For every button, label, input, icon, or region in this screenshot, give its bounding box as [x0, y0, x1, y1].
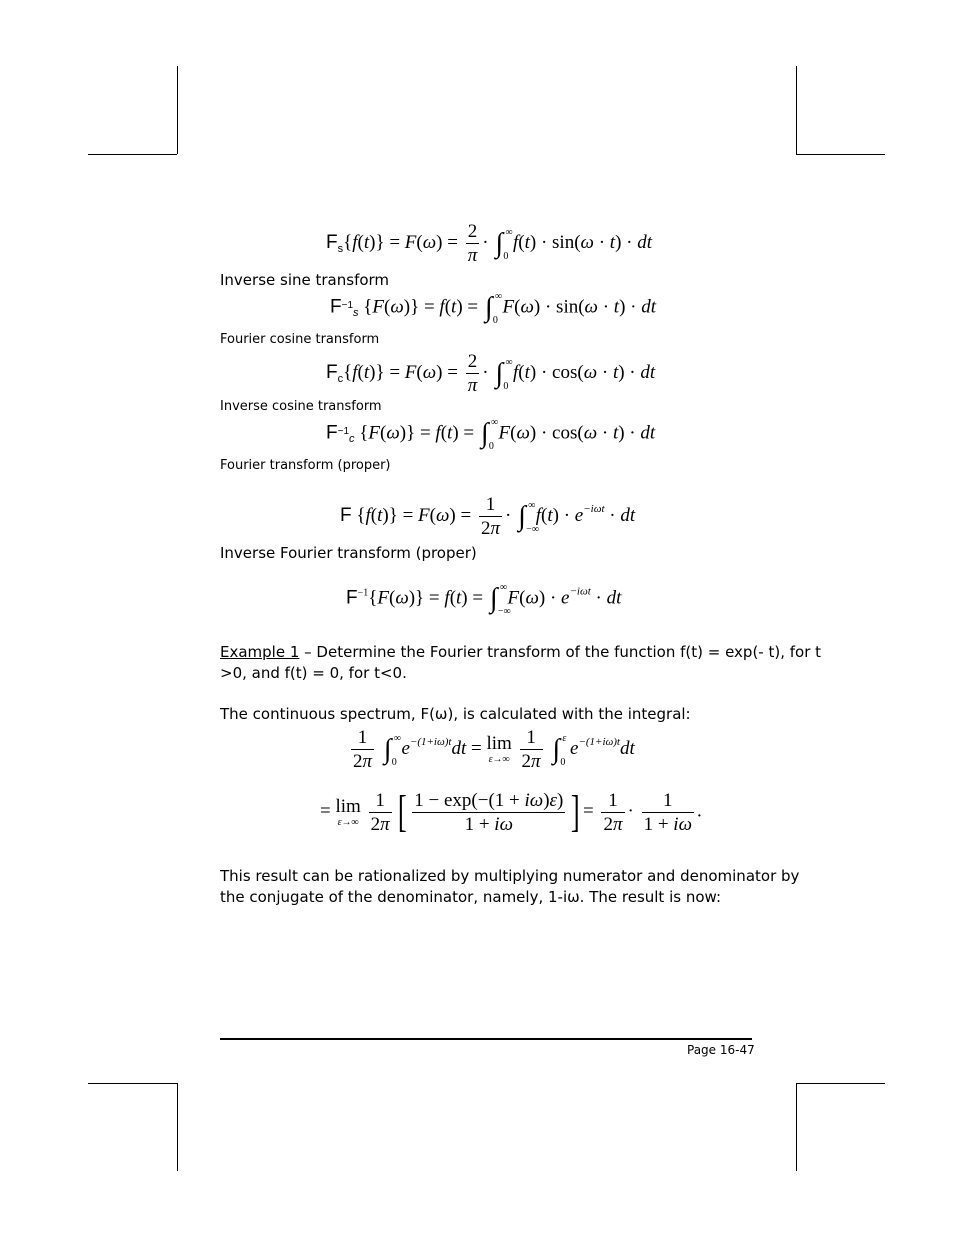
- equation-cosine-transform: $F_c\{f(t)\} = F(\omega)$ = $\frac{2}{\pi}$ · ∫ ∞ 0 f(t) · cos(ω · t) · dt: [326, 351, 656, 396]
- crop-mark: [88, 154, 177, 155]
- label-inverse-fourier: Inverse Fourier transform (proper): [220, 544, 477, 562]
- crop-mark: [177, 1083, 178, 1171]
- label-inverse-sine: Inverse sine transform: [220, 271, 390, 289]
- crop-mark: [177, 66, 178, 154]
- label-inverse-cosine: Inverse cosine transform: [220, 399, 382, 414]
- equation-inverse-fourier: $F^{-1}\{F(\omega)\} = f(t)$ = ∫ ∞ −∞ $F(\omega) \cdot e^{-i\omega t}$ · dt: [346, 582, 622, 617]
- equation-inverse-cosine: $F_{-1c}$ {F(ω)} = f(t) = ∫ ∞ 0 F(ω) · cos(ω · t) · dt: [326, 417, 656, 452]
- crop-mark: [796, 1083, 885, 1084]
- label-fourier-cosine: Fourier cosine transform: [220, 332, 380, 347]
- example-text-line1: – Determine the Fourier transform of the function f(t) = exp(- t), for t: [299, 643, 822, 661]
- crop-mark: [796, 1083, 797, 1171]
- equation-fourier-transform: F {f(t)} = F(ω) = $\frac{1}{2\pi}$ · ∫ ∞ −∞ $f(t) \cdot e^{-i\omega t}$ · dt: [340, 494, 636, 539]
- rationalize-paragraph: [220, 866, 799, 908]
- crop-mark: [796, 66, 797, 154]
- example-title: Example 1: [220, 643, 300, 661]
- equation-inverse-sine: $F_{-1s}$ {F(ω)} = f(t) = ∫ ∞ 0 F(ω) · sin(ω · t) · dt: [330, 291, 657, 326]
- equation-spectrum-integral: $\frac{1}{2\pi}$ ∫ ∞ 0 $e^{-(1+i\omega)t}dt = \lim$ ε→∞ $\frac{1}{2\pi}$ ∫ ε 0 $e^{-(1+i\omega)t}dt$: [353, 727, 635, 772]
- equation-spectrum-result: = lim ε→∞ $\frac{1}{2\pi}$ [ $\frac{1 - \exp(-(1 + i\omega)\varepsilon)}{1 + i\omega}$ ] = $\frac{1}{2\pi}$ · $\frac{1}{1 + i\omega}$ .: [320, 787, 702, 836]
- crop-mark: [796, 154, 885, 155]
- label-fourier-proper: Fourier transform (proper): [220, 458, 391, 473]
- crop-mark: [88, 1083, 177, 1084]
- rationalize-line1: This result can be rationalized by multiplying numerator and denominator by: [220, 867, 800, 885]
- equation-sine-transform: $F_s\{f(t)\} = F(\omega)$ = $\frac{2}{\pi}$ · ∫ ∞ 0 f(t) · sin(ω · t) · dt: [326, 221, 652, 266]
- footer-rule: [220, 1038, 752, 1040]
- example-text-line2: >0, and f(t) = 0, for t<0.: [220, 664, 407, 682]
- spectrum-text: The continuous spectrum, F(ω), is calculated with the integral:: [220, 705, 691, 723]
- example-paragraph: [220, 642, 821, 684]
- rationalize-line2: the conjugate of the denominator, namely, 1-iω. The result is now:: [220, 888, 722, 906]
- page-number: Page 16-47: [687, 1043, 755, 1057]
